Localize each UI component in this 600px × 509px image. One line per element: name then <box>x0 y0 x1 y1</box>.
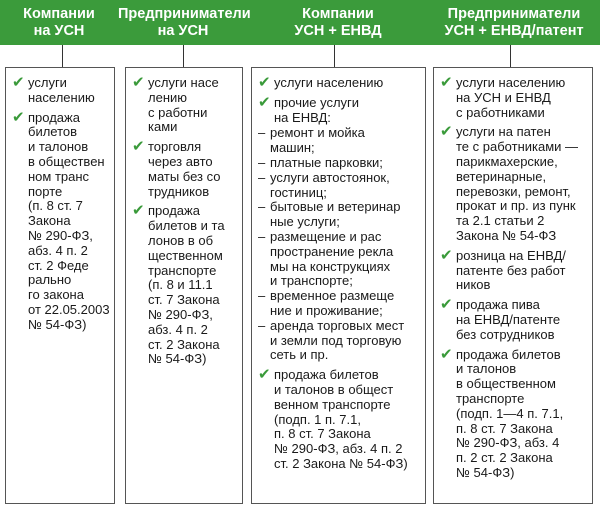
item-text-line: № 290-ФЗ, абз. 4 <box>456 435 560 451</box>
item-text-line: продажа билетов <box>274 367 379 383</box>
sub-item-line <box>258 274 421 289</box>
check-icon: ✔ <box>12 73 25 91</box>
item-text-line: трудников <box>148 183 210 199</box>
column-header-line: УСН + ЕНВД/патент <box>444 23 584 39</box>
item-text-line: на УСН и ЕНВД <box>456 89 551 105</box>
dash-bullet: – <box>258 199 266 215</box>
item-text-line: и талонов <box>456 361 517 377</box>
item-text-line: с работниками <box>456 104 545 120</box>
item-text-line: № 54-ФЗ) <box>28 316 87 332</box>
column-header-line: Компании <box>23 6 95 22</box>
list-item <box>258 365 421 472</box>
item-text-line: в общественном <box>456 376 556 392</box>
sub-item-text: аренда торговых мест <box>270 317 405 333</box>
sub-item-text: машин; <box>270 140 315 156</box>
column-header-3 <box>248 5 428 41</box>
column-header-2 <box>118 5 251 41</box>
item-text-line: абз. 4 п. 2 <box>148 321 208 337</box>
sub-item-line <box>258 319 421 334</box>
item-text-line: розница на ЕНВД/ <box>456 247 566 263</box>
item-text-line: прочие услуги <box>274 94 360 110</box>
item-text-line: ст. 2 Закона № 54-ФЗ) <box>274 455 408 471</box>
sub-item-line <box>258 260 421 275</box>
item-text-line: парикмахерские, <box>456 153 558 169</box>
column-header-line: Предприниматели <box>447 6 581 22</box>
sub-item-line <box>258 348 421 363</box>
item-text-line: ст. 7 Закона <box>148 292 220 308</box>
sub-item-text: ные услуги; <box>270 214 340 230</box>
sub-item-text: платные парковки; <box>270 154 383 170</box>
sub-item-text: бытовые и ветеринар <box>270 199 401 215</box>
list-item <box>132 137 238 199</box>
list-item <box>440 122 588 243</box>
item-text-line: и талонов в общест <box>274 381 394 397</box>
check-icon: ✔ <box>258 365 271 384</box>
item-text-line: торговля <box>148 139 202 155</box>
check-icon: ✔ <box>258 92 271 111</box>
sub-item-line <box>258 334 421 349</box>
sub-item-text: и транспорте; <box>270 273 353 289</box>
item-text-line: на ЕНВД: <box>274 109 331 125</box>
list-item <box>12 107 110 333</box>
item-text-line: продажа пива <box>456 297 540 313</box>
column-header-line: Предприниматели <box>118 6 251 22</box>
item-text-line: без сотрудников <box>456 326 555 342</box>
sub-item-text: размещение и рас <box>270 228 382 244</box>
item-text-line: та 2.1 статьи 2 <box>456 213 545 229</box>
item-text-line: п. 8 ст. 7 Закона <box>274 426 371 442</box>
sub-item-text: услуги автостоянок, <box>270 169 390 185</box>
item-text-line: и талонов <box>28 139 89 155</box>
check-icon: ✔ <box>12 107 25 126</box>
column-header-4 <box>428 5 600 41</box>
item-text-line: ветеринарные, <box>456 168 547 184</box>
item-text-line: продажа <box>148 203 200 219</box>
sub-item-line <box>258 156 421 171</box>
sub-item-text: гостиниц; <box>270 184 327 200</box>
item-text-line: лонов в об <box>148 232 214 248</box>
sub-item-line <box>258 200 421 215</box>
connector-line <box>510 45 511 67</box>
item-text-line: п. 8 ст. 7 Закона <box>456 420 553 436</box>
item-text-line: ками <box>148 119 178 135</box>
item-text-line: абз. 4 п. 2 <box>28 242 88 258</box>
item-text-line: (п. 8 ст. 7 <box>28 198 83 214</box>
check-icon: ✔ <box>132 73 145 91</box>
dash-bullet: – <box>258 169 266 185</box>
sub-item-line <box>258 289 421 304</box>
check-icon: ✔ <box>258 73 271 91</box>
column-header-line: на УСН <box>157 23 209 39</box>
list-item <box>132 73 238 135</box>
item-text-line: маты без со <box>148 168 221 184</box>
item-text-line: порте <box>28 183 63 199</box>
sub-item-text: мы на конструкциях <box>270 258 391 274</box>
column-box-1 <box>5 67 115 504</box>
item-text-line: ст. 2 Феде <box>28 257 89 273</box>
item-text-line: билетов <box>28 124 78 140</box>
item-text-line: продажа билетов <box>456 346 561 362</box>
column-box-4 <box>433 67 593 504</box>
item-text-line: населению <box>28 89 95 105</box>
column-header-line: на УСН <box>33 23 85 39</box>
list-item <box>440 73 588 120</box>
item-text-line: на ЕНВД/патенте <box>456 311 561 327</box>
item-text-line: ст. 2 Закона <box>148 336 220 352</box>
item-text-line: ном транс <box>28 168 90 184</box>
sub-item-text: пространение рекла <box>270 243 394 259</box>
list-item <box>258 73 421 91</box>
column-header-line: УСН + ЕНВД <box>294 23 382 39</box>
item-text-line: услуги на патен <box>456 124 551 140</box>
check-icon: ✔ <box>132 137 145 156</box>
column-box-3 <box>251 67 426 504</box>
item-text-line: те с работниками — <box>456 139 579 155</box>
check-icon: ✔ <box>440 295 453 314</box>
connector-line <box>62 45 63 67</box>
item-text-line: услуги <box>28 75 67 90</box>
sub-item-line <box>258 245 421 260</box>
dash-bullet: – <box>258 317 266 333</box>
check-icon: ✔ <box>440 122 453 141</box>
check-icon: ✔ <box>440 344 453 363</box>
item-text-line: от 22.05.2003 <box>28 301 110 317</box>
item-text-line: в обществен <box>28 153 105 169</box>
sub-list <box>258 126 421 363</box>
item-text-line: (п. 8 и 11.1 <box>148 277 213 293</box>
item-text-line: № 290-ФЗ, абз. 4 п. 2 <box>274 441 403 457</box>
item-text-line: № 290-ФЗ, <box>148 306 213 322</box>
item-text-line: прокат и пр. из пунк <box>456 198 576 214</box>
item-text-line: (подп. 1—4 п. 7.1, <box>456 405 564 421</box>
item-text-line: продажа <box>28 109 80 125</box>
item-text-line: № 54-ФЗ) <box>456 464 515 480</box>
item-text-line: рально <box>28 272 72 288</box>
item-text-line: венном транспорте <box>274 396 391 412</box>
sub-item-line <box>258 186 421 201</box>
sub-item-line <box>258 230 421 245</box>
item-text-line: патенте без работ <box>456 262 566 278</box>
dash-bullet: – <box>258 125 266 141</box>
sub-item-text: и земли под торговую <box>270 332 402 348</box>
item-text-line: лению <box>148 89 188 105</box>
list-item <box>132 201 238 367</box>
sub-item-line <box>258 126 421 141</box>
item-text-line: п. 2 ст. 2 Закона <box>456 450 553 466</box>
list-item <box>440 245 588 293</box>
item-text-line: транспорте <box>456 390 525 406</box>
item-text-line: услуги населению <box>456 75 566 90</box>
sub-item-text: сеть и пр. <box>270 347 329 363</box>
item-text-line: транспорте <box>148 262 217 278</box>
item-text-line: № 290-ФЗ, <box>28 227 93 243</box>
column-header-line: Компании <box>302 6 374 22</box>
list-item <box>258 92 421 363</box>
list-item <box>12 73 110 106</box>
sub-item-line <box>258 215 421 230</box>
sub-item-line <box>258 171 421 186</box>
item-text-line: го закона <box>28 287 84 303</box>
connector-line <box>334 45 335 67</box>
dash-bullet: – <box>258 154 266 170</box>
item-text-line: билетов и та <box>148 218 225 234</box>
item-text-line: услуги населению <box>274 75 384 90</box>
item-text-line: (подп. 1 п. 7.1, <box>274 411 361 427</box>
sub-item-line <box>258 304 421 319</box>
item-text-line: перевозки, ремонт, <box>456 183 571 199</box>
column-header-1 <box>0 5 118 41</box>
sub-item-text: временное размеще <box>270 288 395 304</box>
sub-item-line <box>258 141 421 156</box>
item-text-line: ников <box>456 277 491 293</box>
check-icon: ✔ <box>440 245 453 264</box>
sub-item-text: ние и проживание; <box>270 302 383 318</box>
check-icon: ✔ <box>132 201 145 220</box>
item-text-line: щественном <box>148 247 223 263</box>
connector-line <box>183 45 184 67</box>
sub-item-text: ремонт и мойка <box>270 125 365 141</box>
item-text-line: № 54-ФЗ) <box>148 351 207 367</box>
column-box-2 <box>125 67 243 504</box>
item-text-line: Закона № 54-ФЗ <box>456 227 557 243</box>
dash-bullet: – <box>258 288 266 304</box>
item-text-line: услуги насе <box>148 75 219 90</box>
list-item <box>440 295 588 342</box>
item-text-line: Закона <box>28 213 71 229</box>
list-item <box>440 344 588 481</box>
item-text-line: через авто <box>148 153 213 169</box>
check-icon: ✔ <box>440 73 453 91</box>
item-text-line: с работни <box>148 104 208 120</box>
dash-bullet: – <box>258 228 266 244</box>
